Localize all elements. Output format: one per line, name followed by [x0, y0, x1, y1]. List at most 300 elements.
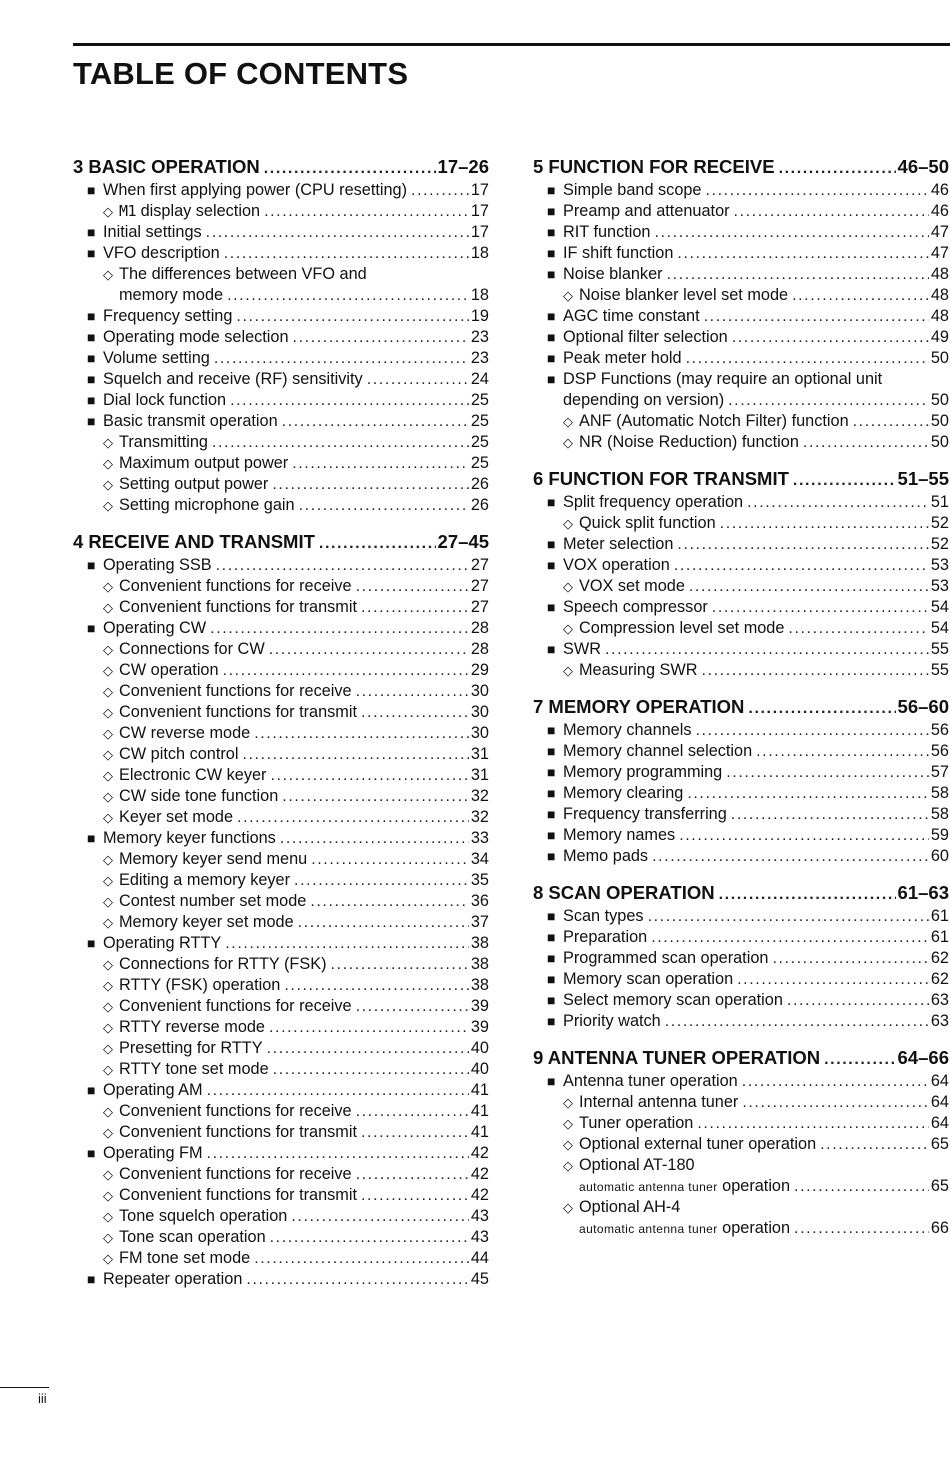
entry-label-text: Operating AM [103, 1081, 203, 1099]
toc-entry[interactable] [73, 201, 489, 222]
entry-label [579, 576, 685, 597]
toc-entry[interactable] [533, 948, 949, 969]
toc-entry[interactable] [533, 432, 949, 453]
toc-entry[interactable] [533, 576, 949, 597]
toc-section [533, 466, 949, 681]
dot-leader [665, 1011, 929, 1032]
top-rule [73, 43, 950, 46]
entry-page: 52 [930, 514, 949, 532]
toc-entry[interactable] [73, 453, 489, 474]
entry-label-text: Repeater operation [103, 1270, 243, 1288]
toc-entry[interactable] [533, 1113, 949, 1134]
toc-entry[interactable] [533, 285, 949, 306]
toc-entry[interactable] [73, 1101, 489, 1122]
section-title: 4 RECEIVE AND TRANSMIT [73, 531, 315, 552]
diamond-bullet-icon: ◇ [103, 1041, 113, 1056]
toc-entry[interactable] [533, 804, 949, 825]
entry-label-text: Convenient functions for receive [119, 997, 352, 1015]
square-bullet-icon: ■ [87, 245, 96, 261]
square-bullet-icon: ■ [547, 245, 556, 261]
dot-leader [734, 201, 929, 222]
toc-entry[interactable] [73, 390, 489, 411]
square-bullet-icon: ■ [547, 266, 556, 282]
dot-leader [264, 201, 469, 222]
toc-entry[interactable] [533, 660, 949, 681]
entry-label-text: Convenient functions for receive [119, 577, 352, 595]
entry-label-text: Memory clearing [563, 784, 684, 802]
entry-label-text: The differences between VFO and [119, 265, 367, 283]
entry-label-text: Measuring SWR [579, 661, 698, 679]
entry-label [563, 762, 722, 783]
entry-label-text: Operating RTTY [103, 934, 222, 952]
entry-label-text: Preparation [563, 928, 648, 946]
entry-page: 41 [470, 1102, 489, 1120]
toc-entry[interactable] [73, 1143, 489, 1164]
dot-leader [726, 762, 929, 783]
entry-label-text: Split frequency operation [563, 493, 744, 511]
square-bullet-icon: ■ [547, 971, 556, 987]
toc-entry[interactable] [533, 1011, 949, 1032]
toc-entry[interactable] [73, 849, 489, 870]
toc-entry[interactable] [533, 762, 949, 783]
toc-entry[interactable] [73, 723, 489, 744]
dot-leader [677, 243, 928, 264]
toc-entry[interactable] [73, 639, 489, 660]
entry-label [579, 618, 784, 639]
entry-page: 50 [930, 349, 949, 367]
toc-entry[interactable] [533, 1197, 949, 1218]
entry-page: 62 [930, 949, 949, 967]
dot-leader [853, 411, 929, 432]
diamond-bullet-icon: ◇ [103, 1020, 113, 1035]
toc-entry[interactable] [533, 597, 949, 618]
dot-leader [280, 828, 469, 849]
toc-entry[interactable] [73, 828, 489, 849]
entry-label-text: Convenient functions for receive [119, 1102, 352, 1120]
entry-label [563, 534, 673, 555]
entry-label [103, 411, 278, 432]
toc-entry[interactable] [73, 327, 489, 348]
dot-leader [728, 390, 929, 411]
dot-leader [207, 1143, 469, 1164]
entry-page: 58 [930, 784, 949, 802]
dot-leader [731, 804, 929, 825]
toc-entry[interactable] [73, 744, 489, 765]
section-heading[interactable] [73, 154, 489, 180]
toc-entry[interactable] [533, 906, 949, 927]
dot-leader [793, 468, 896, 494]
entry-label-text: Memory keyer set mode [119, 913, 294, 931]
toc-entry[interactable] [73, 891, 489, 912]
toc-entry[interactable] [73, 996, 489, 1017]
toc-entry[interactable] [73, 348, 489, 369]
dot-leader [367, 369, 469, 390]
dot-leader [237, 807, 469, 828]
entry-label [119, 891, 306, 912]
entry-page: 48 [930, 286, 949, 304]
toc-entry[interactable] [73, 180, 489, 201]
toc-entry[interactable] [533, 720, 949, 741]
entry-page: 41 [470, 1081, 489, 1099]
entry-label [103, 327, 289, 348]
section-heading[interactable] [533, 694, 949, 720]
entry-label-text: Speech compressor [563, 598, 708, 616]
entry-page: 39 [470, 1018, 489, 1036]
toc-entry[interactable] [73, 1080, 489, 1101]
entry-page: 23 [470, 349, 489, 367]
square-bullet-icon: ■ [547, 224, 556, 240]
dot-leader [605, 639, 929, 660]
entry-page: 31 [470, 745, 489, 763]
entry-label [103, 1143, 203, 1164]
toc-entry[interactable] [533, 639, 949, 660]
entry-label [119, 201, 260, 222]
entry-page: 27 [470, 556, 489, 574]
entry-label-text: depending on version) [563, 391, 725, 409]
toc-entry[interactable] [533, 783, 949, 804]
toc-entry[interactable] [73, 870, 489, 891]
entry-label-text: Compression level set mode [579, 619, 785, 637]
entry-label-text: Quick split function [579, 514, 716, 532]
toc-entry[interactable] [73, 681, 489, 702]
toc-entry[interactable] [533, 990, 949, 1011]
toc-entry[interactable] [533, 222, 949, 243]
toc-entry[interactable] [533, 1218, 949, 1239]
diamond-bullet-icon: ◇ [563, 414, 573, 429]
toc-entry[interactable] [73, 1185, 489, 1206]
dot-leader [212, 432, 469, 453]
entry-label [119, 954, 327, 975]
toc-entry[interactable] [533, 1092, 949, 1113]
entry-page: 50 [930, 412, 949, 430]
entry-label-text: Noise blanker [563, 265, 663, 283]
entry-page: 47 [930, 244, 949, 262]
lcd-display-label: M1 [119, 202, 137, 220]
toc-entry[interactable] [73, 1017, 489, 1038]
entry-label-text: RTTY (FSK) operation [119, 976, 281, 994]
entry-label [563, 369, 882, 390]
entry-label [119, 432, 208, 453]
entry-label [119, 660, 219, 681]
dot-leader [794, 1218, 929, 1239]
entry-label [579, 513, 716, 534]
section-heading[interactable] [73, 529, 489, 555]
entry-smallcaps-text: automatic antenna tuner [579, 1180, 718, 1194]
entry-label [579, 660, 698, 681]
dot-leader [788, 618, 928, 639]
entry-label [119, 576, 352, 597]
toc-entry[interactable] [73, 597, 489, 618]
toc-section [533, 694, 949, 867]
diamond-bullet-icon: ◇ [103, 684, 113, 699]
dot-leader [311, 849, 469, 870]
toc-entry[interactable] [73, 555, 489, 576]
toc-entry[interactable] [533, 825, 949, 846]
toc-entry[interactable] [73, 1269, 489, 1290]
entry-label-text: Volume setting [103, 349, 210, 367]
diamond-bullet-icon: ◇ [103, 705, 113, 720]
toc-entry[interactable] [533, 306, 949, 327]
entry-label-text: VOX operation [563, 556, 670, 574]
entry-page: 33 [470, 829, 489, 847]
entry-label [119, 723, 250, 744]
entry-label [119, 996, 352, 1017]
section-heading[interactable] [533, 154, 949, 180]
dot-leader [704, 306, 929, 327]
entry-page: 23 [470, 328, 489, 346]
entry-label [119, 1248, 250, 1269]
entry-page: 42 [470, 1186, 489, 1204]
entry-label-text: Optional AT-180 [579, 1156, 695, 1174]
dot-leader [356, 576, 469, 597]
entry-label [119, 1206, 287, 1227]
dot-leader [282, 411, 469, 432]
entry-page: 25 [470, 454, 489, 472]
entry-label [119, 1227, 266, 1248]
toc-entry[interactable] [73, 933, 489, 954]
square-bullet-icon: ■ [87, 329, 96, 345]
entry-label-text: When first applying power (CPU resetting) [103, 181, 408, 199]
toc-entry[interactable] [533, 201, 949, 222]
toc-entry[interactable] [73, 576, 489, 597]
section-page-range: 64–66 [897, 1047, 949, 1068]
entry-label-text: Electronic CW keyer [119, 766, 267, 784]
square-bullet-icon: ■ [87, 308, 96, 324]
entry-label-text: Antenna tuner operation [563, 1072, 738, 1090]
entry-label-text: ANF (Automatic Notch Filter) function [579, 412, 849, 430]
square-bullet-icon: ■ [87, 1145, 96, 1161]
dot-leader [674, 555, 929, 576]
entry-label-text: Operating CW [103, 619, 207, 637]
toc-entry[interactable] [73, 702, 489, 723]
entry-label-text: Optional external tuner operation [579, 1135, 817, 1153]
entry-label-text: RIT function [563, 223, 651, 241]
toc-entry[interactable] [533, 264, 949, 285]
toc-entry[interactable] [73, 1248, 489, 1269]
entry-page: 18 [470, 286, 489, 304]
entry-page: 17 [470, 202, 489, 220]
diamond-bullet-icon: ◇ [563, 579, 573, 594]
square-bullet-icon: ■ [547, 1013, 556, 1029]
toc-entry[interactable] [533, 348, 949, 369]
diamond-bullet-icon: ◇ [103, 477, 113, 492]
toc-entry[interactable] [73, 474, 489, 495]
toc-entry[interactable] [533, 492, 949, 513]
page-number: iii [38, 1391, 47, 1406]
entry-label [103, 933, 221, 954]
toc-entry[interactable] [73, 1038, 489, 1059]
dot-leader [206, 222, 469, 243]
toc-entry[interactable] [73, 912, 489, 933]
diamond-bullet-icon: ◇ [563, 1095, 573, 1110]
entry-label [119, 912, 294, 933]
entry-label [579, 285, 788, 306]
entry-label-text: Connections for RTTY (FSK) [119, 955, 327, 973]
toc-entry[interactable] [533, 741, 949, 762]
dot-leader [687, 783, 929, 804]
dot-leader [651, 927, 929, 948]
dot-leader [225, 933, 469, 954]
square-bullet-icon: ■ [547, 182, 556, 198]
entry-label [119, 495, 295, 516]
entry-label [563, 492, 743, 513]
entry-page: 40 [470, 1060, 489, 1078]
entry-page: 45 [470, 1270, 489, 1288]
toc-entry[interactable] [73, 1059, 489, 1080]
entry-page: 18 [470, 244, 489, 262]
toc-entry[interactable] [533, 846, 949, 867]
dot-leader [236, 306, 468, 327]
dot-leader [654, 222, 928, 243]
dot-leader [779, 156, 896, 182]
diamond-bullet-icon: ◇ [103, 663, 113, 678]
toc-entry[interactable] [533, 969, 949, 990]
toc-entry[interactable] [533, 513, 949, 534]
toc-entry[interactable] [533, 618, 949, 639]
toc-entry[interactable] [73, 954, 489, 975]
entry-label-text: Keyer set mode [119, 808, 234, 826]
dot-leader [697, 1113, 929, 1134]
dot-leader [298, 912, 469, 933]
dot-leader [756, 741, 929, 762]
toc-entry[interactable] [73, 285, 489, 306]
entry-page: 54 [930, 598, 949, 616]
section-page-range: 61–63 [897, 882, 949, 903]
dot-leader [230, 390, 469, 411]
toc-entry[interactable] [73, 264, 489, 285]
toc-entry[interactable] [73, 243, 489, 264]
dot-leader [210, 618, 469, 639]
entry-page: 26 [470, 475, 489, 493]
toc-entry[interactable] [73, 1164, 489, 1185]
entry-label [563, 390, 724, 411]
toc-entry[interactable] [73, 411, 489, 432]
toc-entry[interactable] [533, 1134, 949, 1155]
entry-label [119, 765, 266, 786]
square-bullet-icon: ■ [87, 182, 96, 198]
toc-entry[interactable] [533, 327, 949, 348]
toc-entry[interactable] [73, 1122, 489, 1143]
diamond-bullet-icon: ◇ [103, 894, 113, 909]
toc-entry[interactable] [73, 975, 489, 996]
entry-label-text: Preamp and attenuator [563, 202, 730, 220]
toc-entry[interactable] [533, 1071, 949, 1092]
section-heading[interactable] [533, 1045, 949, 1071]
square-bullet-icon: ■ [547, 599, 556, 615]
diamond-bullet-icon: ◇ [563, 516, 573, 531]
dot-leader [748, 696, 895, 722]
entry-page: 64 [930, 1072, 949, 1090]
square-bullet-icon: ■ [547, 203, 556, 219]
entry-label [119, 681, 352, 702]
toc-entry[interactable] [533, 555, 949, 576]
toc-entry[interactable] [73, 306, 489, 327]
entry-label-text: Tone scan operation [119, 1228, 266, 1246]
diamond-bullet-icon: ◇ [563, 1158, 573, 1173]
entry-label-text: DSP Functions (may require an optional unit [563, 370, 883, 388]
toc-entry[interactable] [533, 369, 949, 390]
diamond-bullet-icon: ◇ [103, 204, 113, 219]
toc-entry[interactable] [73, 807, 489, 828]
diamond-bullet-icon: ◇ [103, 789, 113, 804]
dot-leader [361, 597, 469, 618]
dot-leader [272, 474, 469, 495]
toc-entry[interactable] [533, 534, 949, 555]
entry-label [103, 243, 220, 264]
entry-page: 42 [470, 1144, 489, 1162]
toc-entry[interactable] [533, 390, 949, 411]
dot-leader [214, 348, 469, 369]
toc-entry[interactable] [73, 786, 489, 807]
square-bullet-icon: ■ [547, 371, 556, 387]
entry-label-text: Select memory scan operation [563, 991, 783, 1009]
entry-page: 51 [930, 493, 949, 511]
section-title: 7 MEMORY OPERATION [533, 696, 745, 717]
entry-label [103, 618, 206, 639]
entry-label [579, 1197, 680, 1218]
entry-label [563, 1071, 738, 1092]
toc-entry[interactable] [73, 618, 489, 639]
section-heading[interactable] [533, 466, 949, 492]
entry-page: 61 [930, 928, 949, 946]
entry-label [563, 825, 675, 846]
entry-page: 41 [470, 1123, 489, 1141]
toc-entry[interactable] [533, 927, 949, 948]
diamond-bullet-icon: ◇ [563, 1116, 573, 1131]
diamond-bullet-icon: ◇ [103, 1251, 113, 1266]
entry-label [563, 846, 648, 867]
entry-label [103, 555, 212, 576]
entry-label [119, 870, 290, 891]
toc-entry[interactable] [73, 495, 489, 516]
toc-entry[interactable] [73, 222, 489, 243]
entry-label [119, 1164, 352, 1185]
entry-label-text: operation [717, 1177, 791, 1195]
toc-entry[interactable] [533, 243, 949, 264]
entry-label [103, 1080, 203, 1101]
entry-page: 65 [930, 1177, 949, 1195]
toc-entry[interactable] [73, 432, 489, 453]
entry-page: 38 [470, 934, 489, 952]
section-title: 5 FUNCTION FOR RECEIVE [533, 156, 775, 177]
toc-entry[interactable] [533, 411, 949, 432]
entry-page: 19 [470, 307, 489, 325]
toc-entry[interactable] [73, 1227, 489, 1248]
dot-leader [696, 720, 929, 741]
entry-label-text: Operating FM [103, 1144, 203, 1162]
entry-page: 50 [930, 433, 949, 451]
toc-entry[interactable] [73, 369, 489, 390]
dot-leader [299, 495, 469, 516]
section-heading[interactable] [533, 880, 949, 906]
footer-rule [0, 1387, 49, 1388]
toc-entry[interactable] [73, 660, 489, 681]
toc-entry[interactable] [533, 1155, 949, 1176]
toc-entry[interactable] [533, 1176, 949, 1197]
entry-label-text: Tone squelch operation [119, 1207, 288, 1225]
entry-label [103, 390, 226, 411]
dot-leader [227, 285, 469, 306]
dot-leader [677, 534, 928, 555]
entry-label [563, 306, 700, 327]
entry-label-text: Frequency transferring [563, 805, 727, 823]
toc-entry[interactable] [73, 1206, 489, 1227]
entry-label-text: Presetting for RTTY [119, 1039, 263, 1057]
entry-label-text: CW pitch control [119, 745, 239, 763]
toc-entry[interactable] [73, 765, 489, 786]
toc-entry[interactable] [533, 180, 949, 201]
entry-page: 28 [470, 640, 489, 658]
